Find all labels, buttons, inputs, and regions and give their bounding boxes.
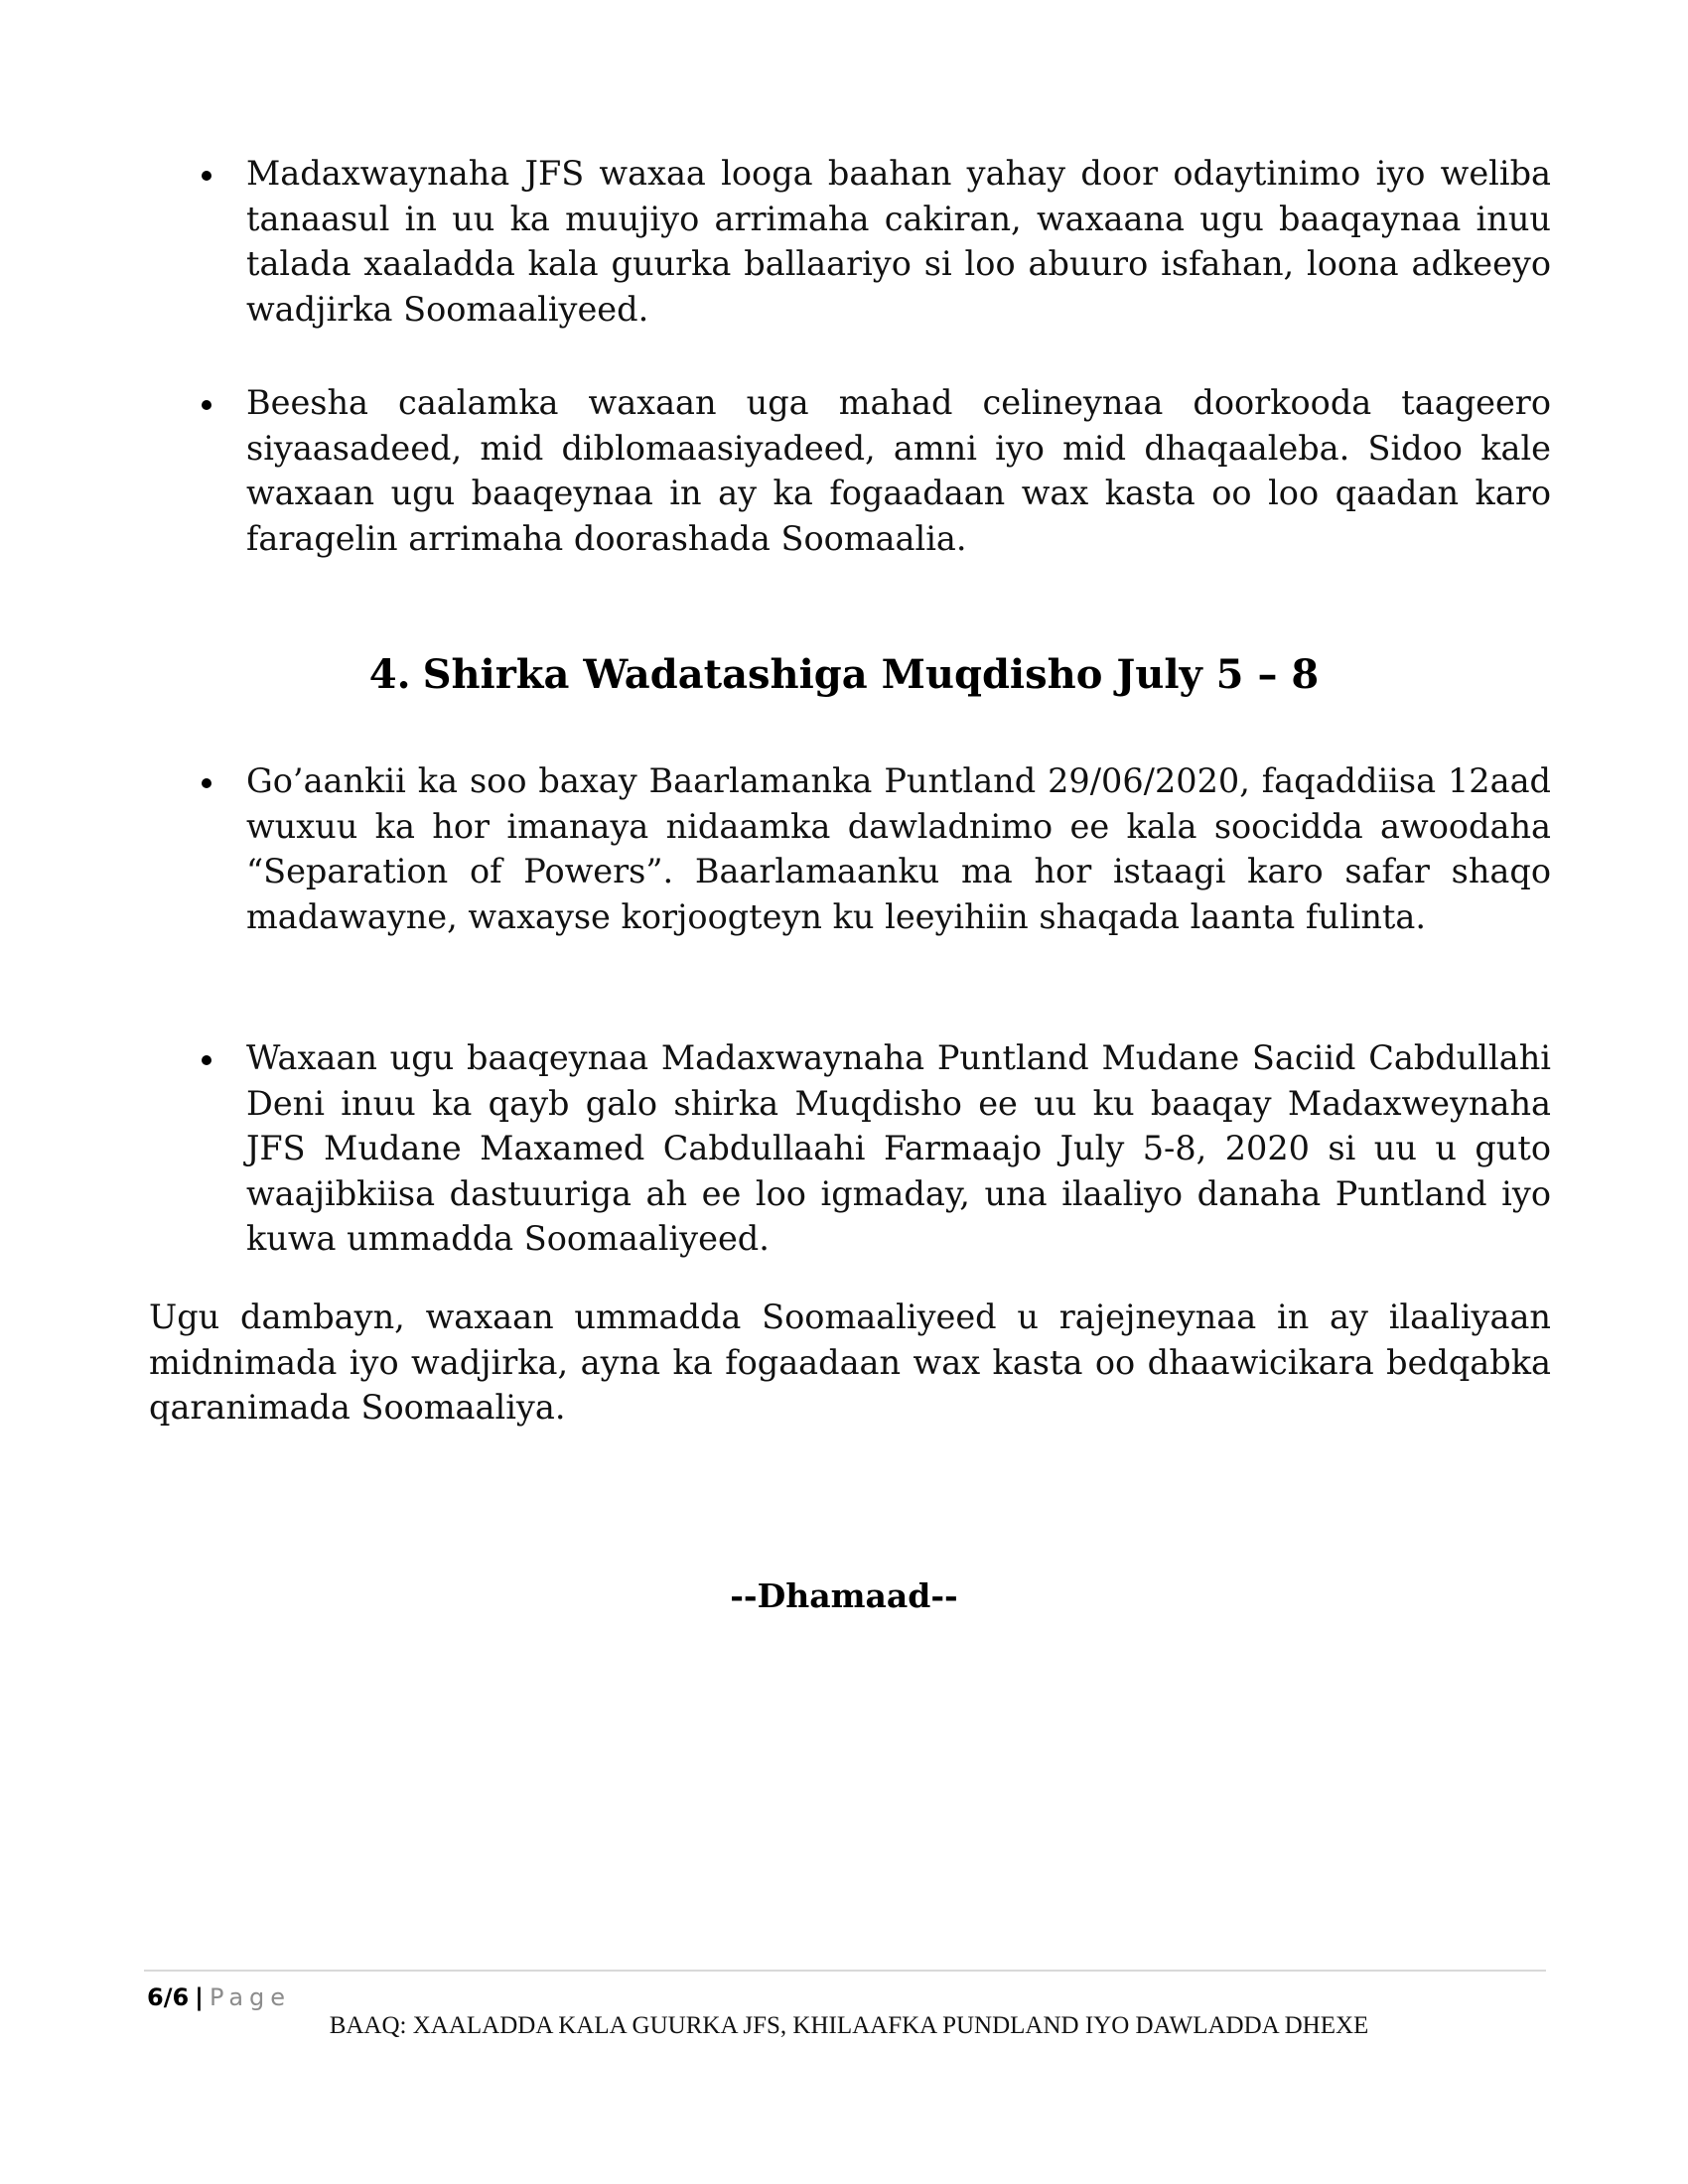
bullet-icon <box>202 400 211 410</box>
page-separator: | <box>195 1983 204 2011</box>
page-number-value: 6/6 <box>147 1983 190 2011</box>
bullet-icon <box>202 1055 211 1065</box>
footer-divider <box>144 1970 1546 1972</box>
closing-paragraph: Ugu dambayn, waxaan ummadda Soomaaliyeed u rajejneynaa in ay ilaaliyaan midnimada iyo wadjirka, ayna ka fogaadaan wax kasta oo dhaawicikara bedqabka qaranimada Soomaaliya. <box>149 1297 1551 1428</box>
section-heading <box>0 647 1688 703</box>
end-mark: --Dhamaad-- <box>730 1576 958 1615</box>
section-title: Shirka Wadatashiga Muqdisho July 5 – 8 <box>422 651 1320 698</box>
page-number <box>147 1981 291 2013</box>
bullet-icon <box>202 778 211 788</box>
bullet-text: Madaxwaynaha JFS waxaa looga baahan yahay door odaytinimo iyo weliba tanaasul in uu ka muujiyo arrimaha cakiran, waxaana ugu baaqaynaa inuu talada xaaladda kala guurka ballaariyo si loo abuuro isfahan, loona adkeeyo wadjirka Soomaaliyeed. <box>246 154 1551 329</box>
page-label: Page <box>209 1983 292 2011</box>
bullet-text: Beesha caalamka waxaan uga mahad celineynaa doorkooda taageero siyaasadeed, mid diblomaasiyadeed, amni iyo mid dhaqaaleba. Sidoo kale waxaan ugu baaqeynaa in ay ka fogaadaan wax kasta oo loo qaadan karo faragelin arrimaha doorashada Soomaalia. <box>246 383 1551 558</box>
footer-title: BAAQ: XAALADDA KALA GUURKA JFS, KHILAAFKA PUNDLAND IYO DAWLADDA DHEXE <box>329 2012 1369 2039</box>
bullet-icon <box>202 171 211 181</box>
section-number: 4. <box>368 651 411 698</box>
bullet-text: Waxaan ugu baaqeynaa Madaxwaynaha Puntland Mudane Saciid Cabdullahi Deni inuu ka qayb galo shirka Muqdisho ee uu ku baaqay Madaxweynaha JFS Mudane Maxamed Cabdullaahi Farmaajo July 5-8, 2020 si uu u guto waajibkiisa dastuuriga ah ee loo igmaday, una ilaaliyo danaha Puntland iyo kuwa ummadda Soomaaliyeed. <box>246 1038 1551 1259</box>
bullet-text: Go’aankii ka soo baxay Baarlamanka Puntland 29/06/2020, faqaddiisa 12aad wuxuu ka hor imanaya nidaamka dawladnimo ee kala soocidda awoodaha “Separation of Powers”. Baarlamaanku ma hor istaagi karo safar shaqo madawayne, waxayse korjoogteyn ku leeyihiin shaqada laanta fulinta. <box>246 761 1551 936</box>
